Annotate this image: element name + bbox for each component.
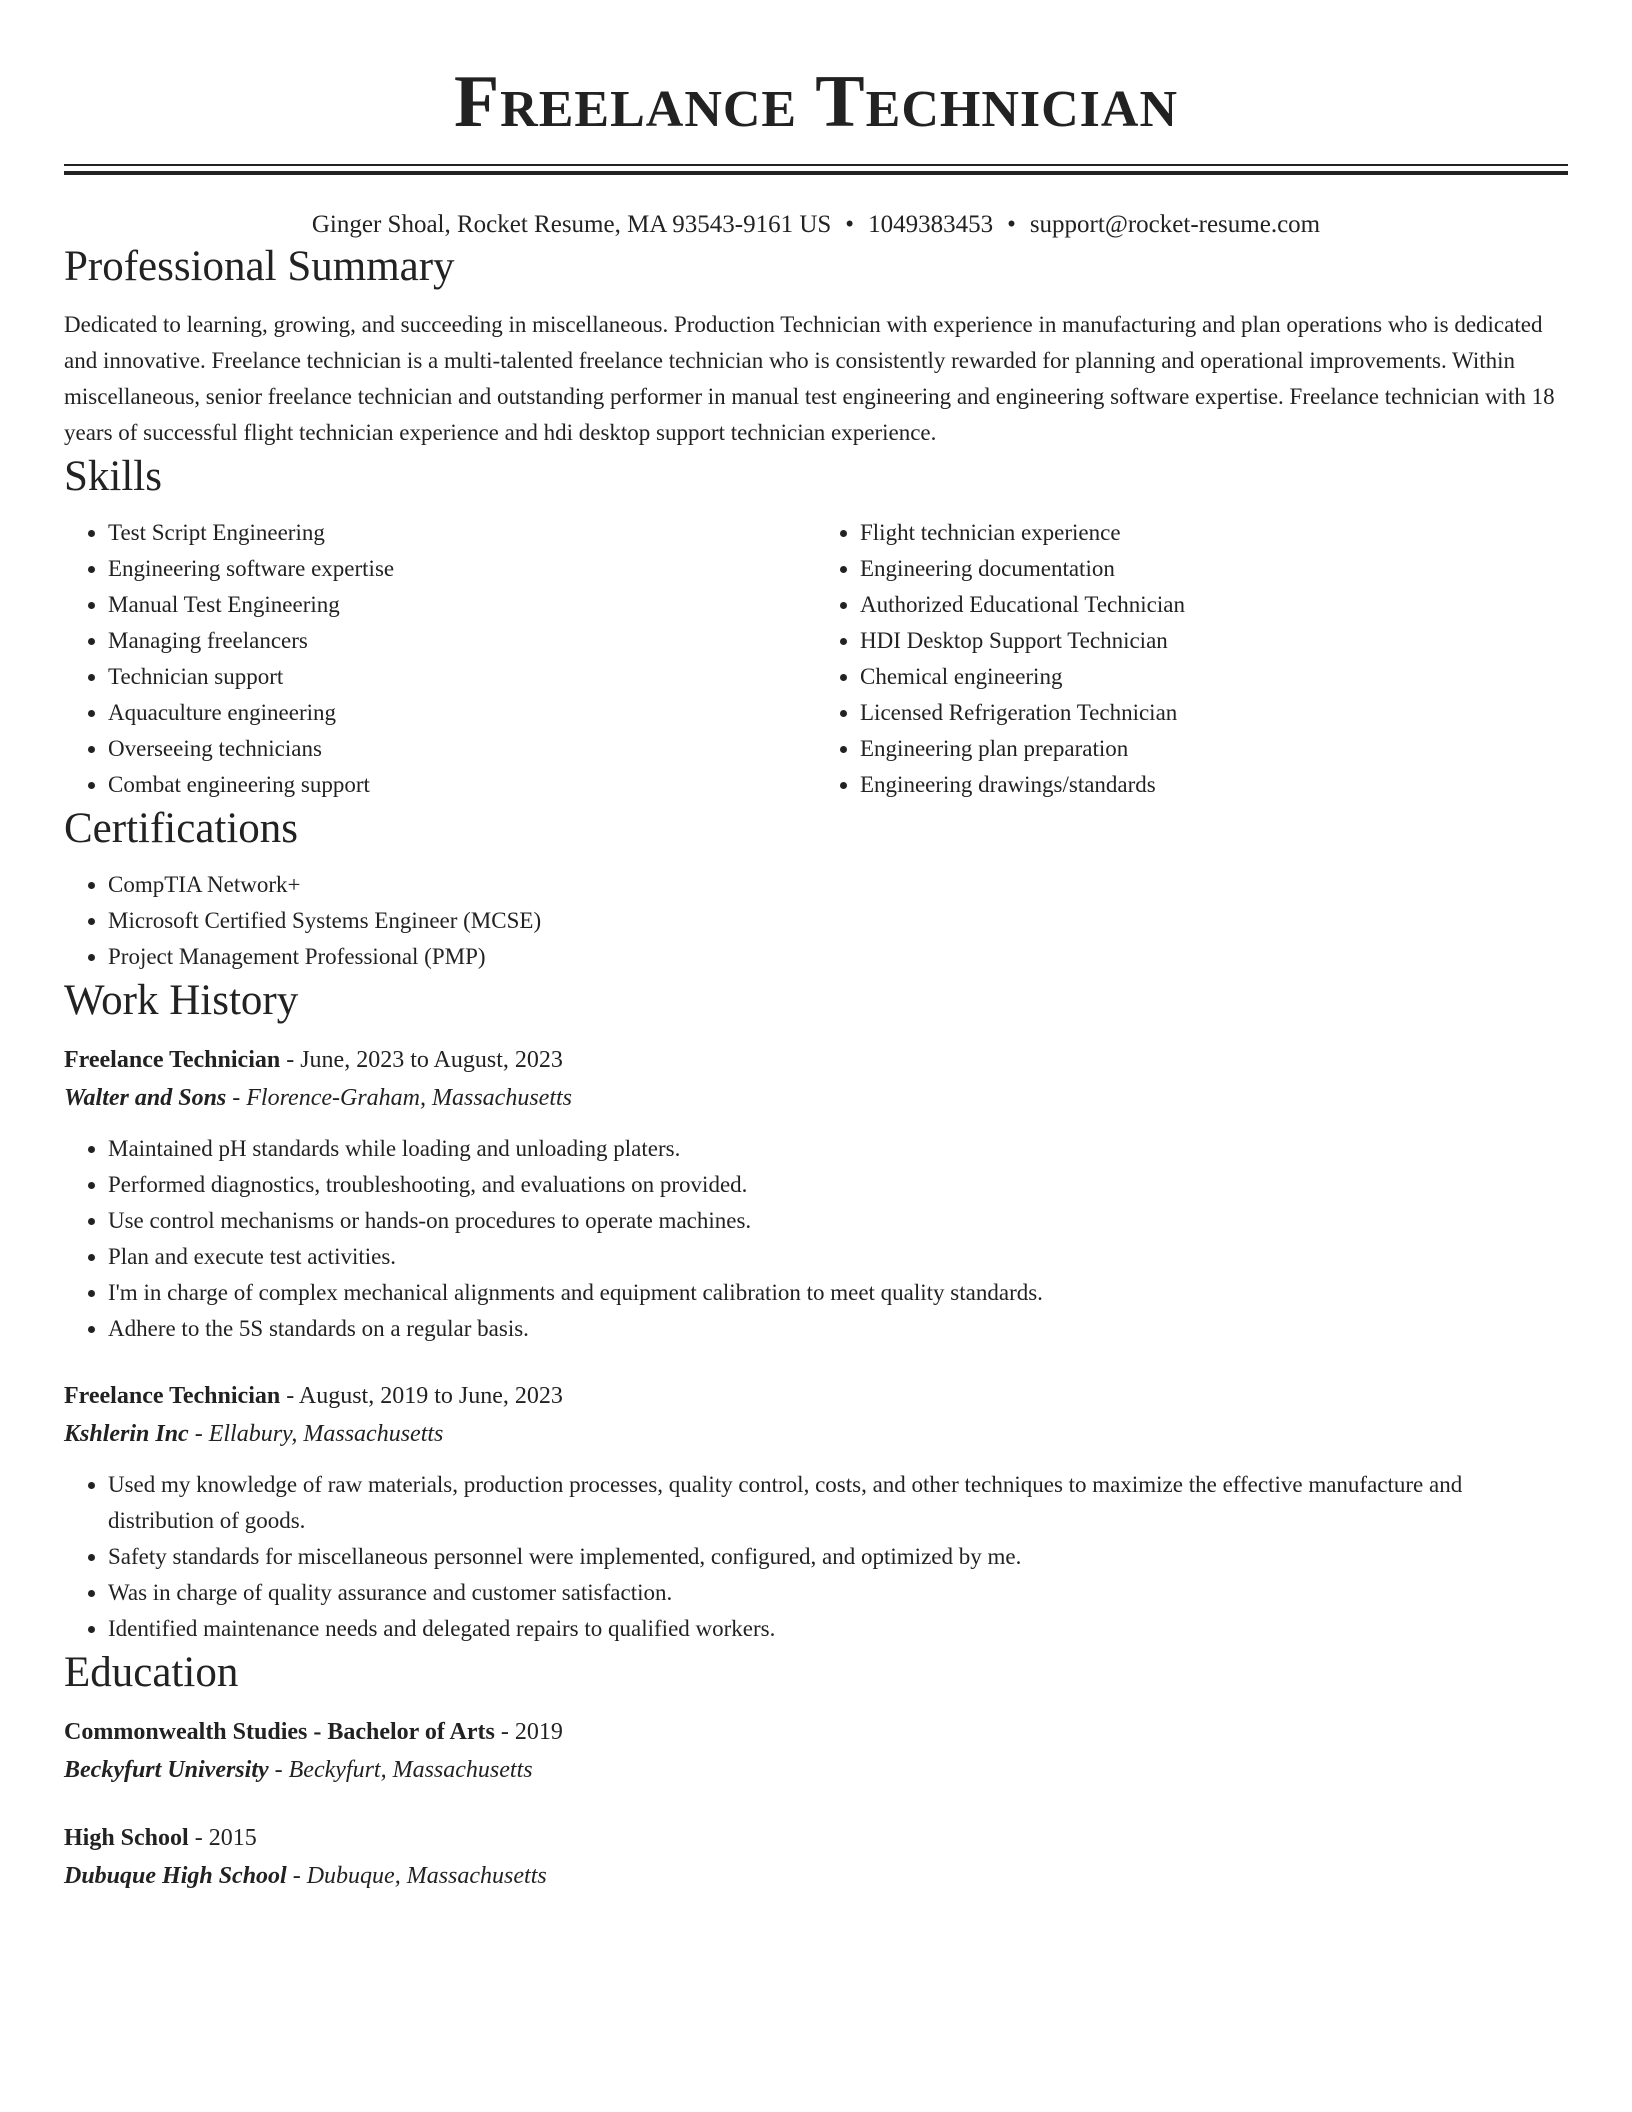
skill-item: • Overseeing technicians xyxy=(108,731,816,767)
contact-line xyxy=(64,209,1568,241)
job-duty: • Maintained pH standards while loading and unloading platers. xyxy=(108,1131,1568,1167)
job-duty: • Performed diagnostics, troubleshooting, and evaluations on provided. xyxy=(108,1167,1568,1203)
job-dates: - June, 2023 to August, 2023 xyxy=(280,1047,563,1073)
skill-item: • Chemical engineering xyxy=(860,659,1568,695)
job-entry xyxy=(64,1041,1568,1347)
certifications-heading: Certifications xyxy=(64,805,299,852)
education-school: Beckyfurt University xyxy=(64,1757,269,1783)
skill-item: • Manual Test Engineering xyxy=(108,587,816,623)
job-duty: • Plan and execute test activities. xyxy=(108,1239,1568,1275)
education-school: Dubuque High School xyxy=(64,1863,287,1889)
job-company: Walter and Sons xyxy=(64,1085,227,1111)
education-school-line xyxy=(64,1857,1568,1895)
skill-item: • Flight technician experience xyxy=(860,515,1568,551)
job-duty: • Identified maintenance needs and delegated repairs to qualified workers. xyxy=(108,1611,1568,1647)
summary-heading: Professional Summary xyxy=(64,243,455,290)
skill-item: • Engineering plan preparation xyxy=(860,731,1568,767)
skills-grid xyxy=(64,515,1568,803)
contact-address: Ginger Shoal, Rocket Resume, MA 93543-9161 US xyxy=(311,211,832,238)
certifications-list xyxy=(64,867,1568,975)
job-duty: • I'm in charge of complex mechanical alignments and equipment calibration to meet quality standards. xyxy=(108,1275,1568,1311)
job-entry xyxy=(64,1377,1568,1647)
education-heading: Education xyxy=(64,1649,239,1696)
title-divider xyxy=(64,164,1568,175)
education-entry xyxy=(64,1713,1568,1789)
job-title-line xyxy=(64,1041,1568,1079)
summary-text: Dedicated to learning, growing, and succeeding in miscellaneous. Production Technician with experience in manufacturing and plan operations who is dedicated and innovative. Freelance technician is a multi-talented freelance technician who is consistently rewarded for planning and operational improvements. Within miscellaneous, senior freelance technician and outstanding performer in manual test engineering and engineering software expertise. Freelance technician with 18 years of successful flight technician experience and hdi desktop support technician experience. xyxy=(64,312,1555,445)
job-duty: • Safety standards for miscellaneous personnel were implemented, configured, and optimized by me. xyxy=(108,1539,1568,1575)
job-duty: • Adhere to the 5S standards on a regular basis. xyxy=(108,1311,1568,1347)
job-company-line xyxy=(64,1079,1568,1117)
job-duties-list xyxy=(64,1131,1568,1347)
contact-email: support@rocket-resume.com xyxy=(1029,211,1321,238)
skill-item: • Technician support xyxy=(108,659,816,695)
skills-heading: Skills xyxy=(64,453,162,500)
skill-item: • Engineering documentation xyxy=(860,551,1568,587)
contact-phone: 1049383453 xyxy=(868,211,994,238)
skill-item: • Combat engineering support xyxy=(108,767,816,803)
certification-item: • Project Management Professional (PMP) xyxy=(108,939,1568,975)
education-location: - Beckyfurt, Massachusetts xyxy=(268,1757,533,1783)
education-year: - 2019 xyxy=(494,1719,563,1745)
contact-separator: • xyxy=(1007,211,1016,238)
contact-separator: • xyxy=(845,211,855,238)
job-duty: • Use control mechanisms or hands-on procedures to operate machines. xyxy=(108,1203,1568,1239)
job-location: - Ellabury, Massachusetts xyxy=(188,1421,444,1447)
job-company: Kshlerin Inc xyxy=(64,1421,189,1447)
skill-item: • Licensed Refrigeration Technician xyxy=(860,695,1568,731)
job-duty: • Was in charge of quality assurance and customer satisfaction. xyxy=(108,1575,1568,1611)
job-company-line xyxy=(64,1415,1568,1453)
job-title: Freelance Technician xyxy=(64,1383,281,1409)
education-year: - 2015 xyxy=(188,1825,257,1851)
resume-title: Freelance Technician xyxy=(453,61,1179,143)
skill-item: • Engineering software expertise xyxy=(108,551,816,587)
skill-item: • HDI Desktop Support Technician xyxy=(860,623,1568,659)
job-duty: • Used my knowledge of raw materials, production processes, quality control, costs, and other techniques to maximize the effective manufacture and distribution of goods. xyxy=(108,1467,1568,1539)
certification-item: • CompTIA Network+ xyxy=(108,867,1568,903)
job-location: - Florence-Graham, Massachusetts xyxy=(226,1085,572,1111)
skill-item: • Authorized Educational Technician xyxy=(860,587,1568,623)
education-entry xyxy=(64,1819,1568,1895)
certification-item: • Microsoft Certified Systems Engineer (MCSE) xyxy=(108,903,1568,939)
education-degree: High School xyxy=(64,1825,189,1851)
skills-list-left xyxy=(64,515,816,803)
skill-item: • Engineering drawings/standards xyxy=(860,767,1568,803)
job-dates: - August, 2019 to June, 2023 xyxy=(280,1383,563,1409)
job-title: Freelance Technician xyxy=(64,1047,281,1073)
skill-item: • Managing freelancers xyxy=(108,623,816,659)
education-degree: Commonwealth Studies - Bachelor of Arts xyxy=(64,1719,495,1745)
education-degree-line xyxy=(64,1819,1568,1857)
job-title-line xyxy=(64,1377,1568,1415)
work-history-heading: Work History xyxy=(64,977,299,1024)
skill-item: • Aquaculture engineering xyxy=(108,695,816,731)
education-school-line xyxy=(64,1751,1568,1789)
skills-list-right xyxy=(816,515,1568,803)
education-location: - Dubuque, Massachusetts xyxy=(286,1863,547,1889)
education-degree-line xyxy=(64,1713,1568,1751)
skill-item: • Test Script Engineering xyxy=(108,515,816,551)
job-duties-list xyxy=(64,1467,1568,1647)
